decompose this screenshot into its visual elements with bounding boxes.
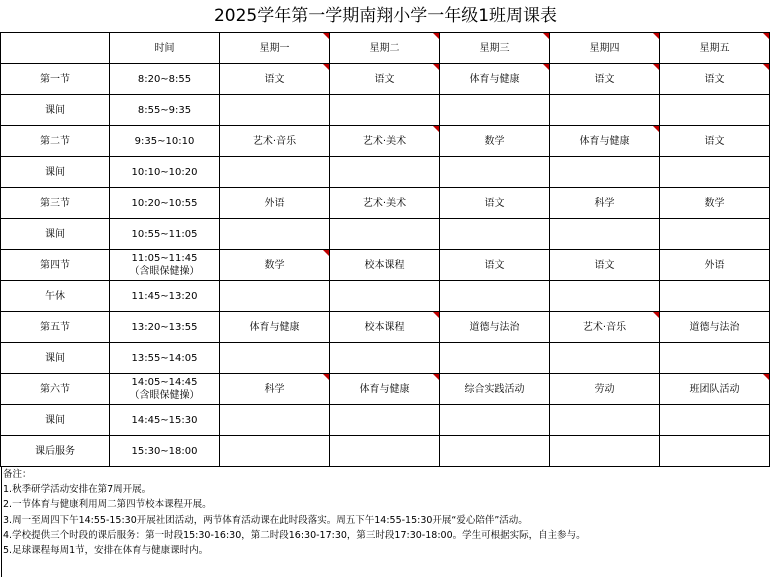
period-time-cell [110,281,220,312]
time-line: 15:30~18:00 [131,445,198,457]
subject-cell [550,405,660,436]
note-item: 3.周一至周四下午14:55-15:30开展社团活动，两节体育活动课在此时段落实。周五下午14:55-15:30开展“爱心陪伴”活动。 [3,514,528,526]
subject-cell [550,281,660,312]
period-time-cell [110,374,220,405]
period-name-cell: 午休 [1,281,110,312]
notes-section [1,467,770,577]
subject-cell [660,95,770,126]
period-name-cell: 第一节 [1,64,110,95]
subject-cell [550,219,660,250]
subject-cell [660,343,770,374]
subject-cell [440,281,550,312]
table-row [1,250,770,281]
subject-cell [220,436,330,467]
subject-cell [550,157,660,188]
subject-cell: 体育与健康 [330,374,440,405]
subject-cell: 语文 [660,126,770,157]
subject-cell [330,436,440,467]
subject-cell [440,219,550,250]
subject-cell [220,343,330,374]
time-line: 10:55~11:05 [131,228,198,240]
table-row [1,281,770,312]
subject-cell [440,405,550,436]
subject-cell: 科学 [220,374,330,405]
period-time-cell [110,64,220,95]
time-line: 14:45~15:30 [131,414,198,426]
subject-cell: 艺术·美术 [330,126,440,157]
subject-cell: 体育与健康 [220,312,330,343]
subject-cell: 艺术·音乐 [220,126,330,157]
period-time-cell [110,405,220,436]
period-name-cell: 课间 [1,219,110,250]
subject-cell [550,343,660,374]
subject-cell [220,219,330,250]
subject-cell [550,436,660,467]
subject-cell: 科学 [550,188,660,219]
subject-cell: 班团队活动 [660,374,770,405]
subject-cell: 校本课程 [330,312,440,343]
period-time-cell [110,95,220,126]
schedule-title: 2025学年第一学期南翔小学一年级1班周课表 [213,6,558,26]
subject-cell [330,95,440,126]
period-time-cell [110,312,220,343]
subject-cell [440,95,550,126]
period-time-cell [110,126,220,157]
subject-cell: 语文 [220,64,330,95]
period-time-cell [110,436,220,467]
time-line: 14:05~14:45 [131,377,198,388]
subject-cell: 数学 [220,250,330,281]
header-day-cell: 星期四 [550,33,660,64]
note-item: 4.学校提供三个时段的课后服务：第一时段15:30-16:30，第二时段16:30-17:30，第三时段17:30-18:00。学生可根据实际，自主参与。 [3,529,586,541]
time-line: 13:55~14:05 [131,352,198,364]
period-time-cell [110,250,220,281]
table-row [1,64,770,95]
subject-cell: 劳动 [550,374,660,405]
subject-cell [440,436,550,467]
period-name-cell: 第二节 [1,126,110,157]
subject-cell: 艺术·音乐 [550,312,660,343]
period-time-cell [110,157,220,188]
timetable [0,32,770,467]
subject-cell: 校本课程 [330,250,440,281]
subject-cell: 道德与法治 [660,312,770,343]
time-line: （含眼保健操） [129,266,200,277]
subject-cell [330,405,440,436]
table-row [1,374,770,405]
table-row [1,157,770,188]
header-day-cell: 星期三 [440,33,550,64]
period-name-cell: 第六节 [1,374,110,405]
notes-heading: 备注： [3,469,32,480]
header-day-cell: 星期五 [660,33,770,64]
table-row [1,343,770,374]
period-name-cell: 课间 [1,405,110,436]
time-line: 11:05~11:45 [131,253,198,264]
subject-cell: 外语 [220,188,330,219]
subject-cell: 体育与健康 [550,126,660,157]
time-line: 13:20~13:55 [131,321,198,333]
table-row [1,219,770,250]
period-name-cell: 第四节 [1,250,110,281]
subject-cell [550,95,660,126]
subject-cell [660,281,770,312]
subject-cell: 语文 [660,64,770,95]
subject-cell [220,95,330,126]
header-day-cell: 星期一 [220,33,330,64]
period-name-cell: 课后服务 [1,436,110,467]
subject-cell: 数学 [440,126,550,157]
header-corner-cell [1,33,110,64]
time-line: 8:55~9:35 [137,104,192,116]
time-line: 9:35~10:10 [134,135,195,147]
subject-cell: 道德与法治 [440,312,550,343]
subject-cell [660,157,770,188]
subject-cell [220,157,330,188]
subject-cell [660,405,770,436]
subject-cell [220,281,330,312]
time-line: 8:20~8:55 [137,73,192,85]
note-item: 1.秋季研学活动安排在第7周开展。 [3,484,152,496]
period-name-cell: 课间 [1,343,110,374]
subject-cell [440,343,550,374]
time-line: （含眼保健操） [129,390,200,401]
time-line: 10:20~10:55 [131,197,198,209]
subject-cell [330,343,440,374]
period-time-cell [110,343,220,374]
table-row [1,95,770,126]
subject-cell: 综合实践活动 [440,374,550,405]
subject-cell: 语文 [550,64,660,95]
table-row [1,405,770,436]
subject-cell: 数学 [660,188,770,219]
subject-cell [660,219,770,250]
subject-cell: 语文 [440,250,550,281]
header-row [1,33,770,64]
subject-cell: 外语 [660,250,770,281]
subject-cell [660,436,770,467]
subject-cell: 体育与健康 [440,64,550,95]
subject-cell [440,157,550,188]
time-line: 10:10~10:20 [131,166,198,178]
subject-cell: 艺术·美术 [330,188,440,219]
period-time-cell [110,188,220,219]
period-name-cell: 第五节 [1,312,110,343]
note-item: 2.一节体育与健康利用周二第四节校本课程开展。 [3,499,212,511]
table-row [1,312,770,343]
subject-cell [220,405,330,436]
period-time-cell [110,219,220,250]
subject-cell [330,219,440,250]
table-row [1,436,770,467]
note-item: 5.足球课程每周1节，安排在体育与健康课时内。 [3,545,209,557]
header-day-cell: 星期二 [330,33,440,64]
subject-cell: 语文 [550,250,660,281]
subject-cell: 语文 [440,188,550,219]
period-name-cell: 课间 [1,95,110,126]
subject-cell: 语文 [330,64,440,95]
header-time-cell: 时间 [110,33,220,64]
time-line: 11:45~13:20 [131,290,198,302]
period-name-cell: 第三节 [1,188,110,219]
subject-cell [330,281,440,312]
subject-cell [330,157,440,188]
table-row [1,126,770,157]
table-row [1,188,770,219]
period-name-cell: 课间 [1,157,110,188]
